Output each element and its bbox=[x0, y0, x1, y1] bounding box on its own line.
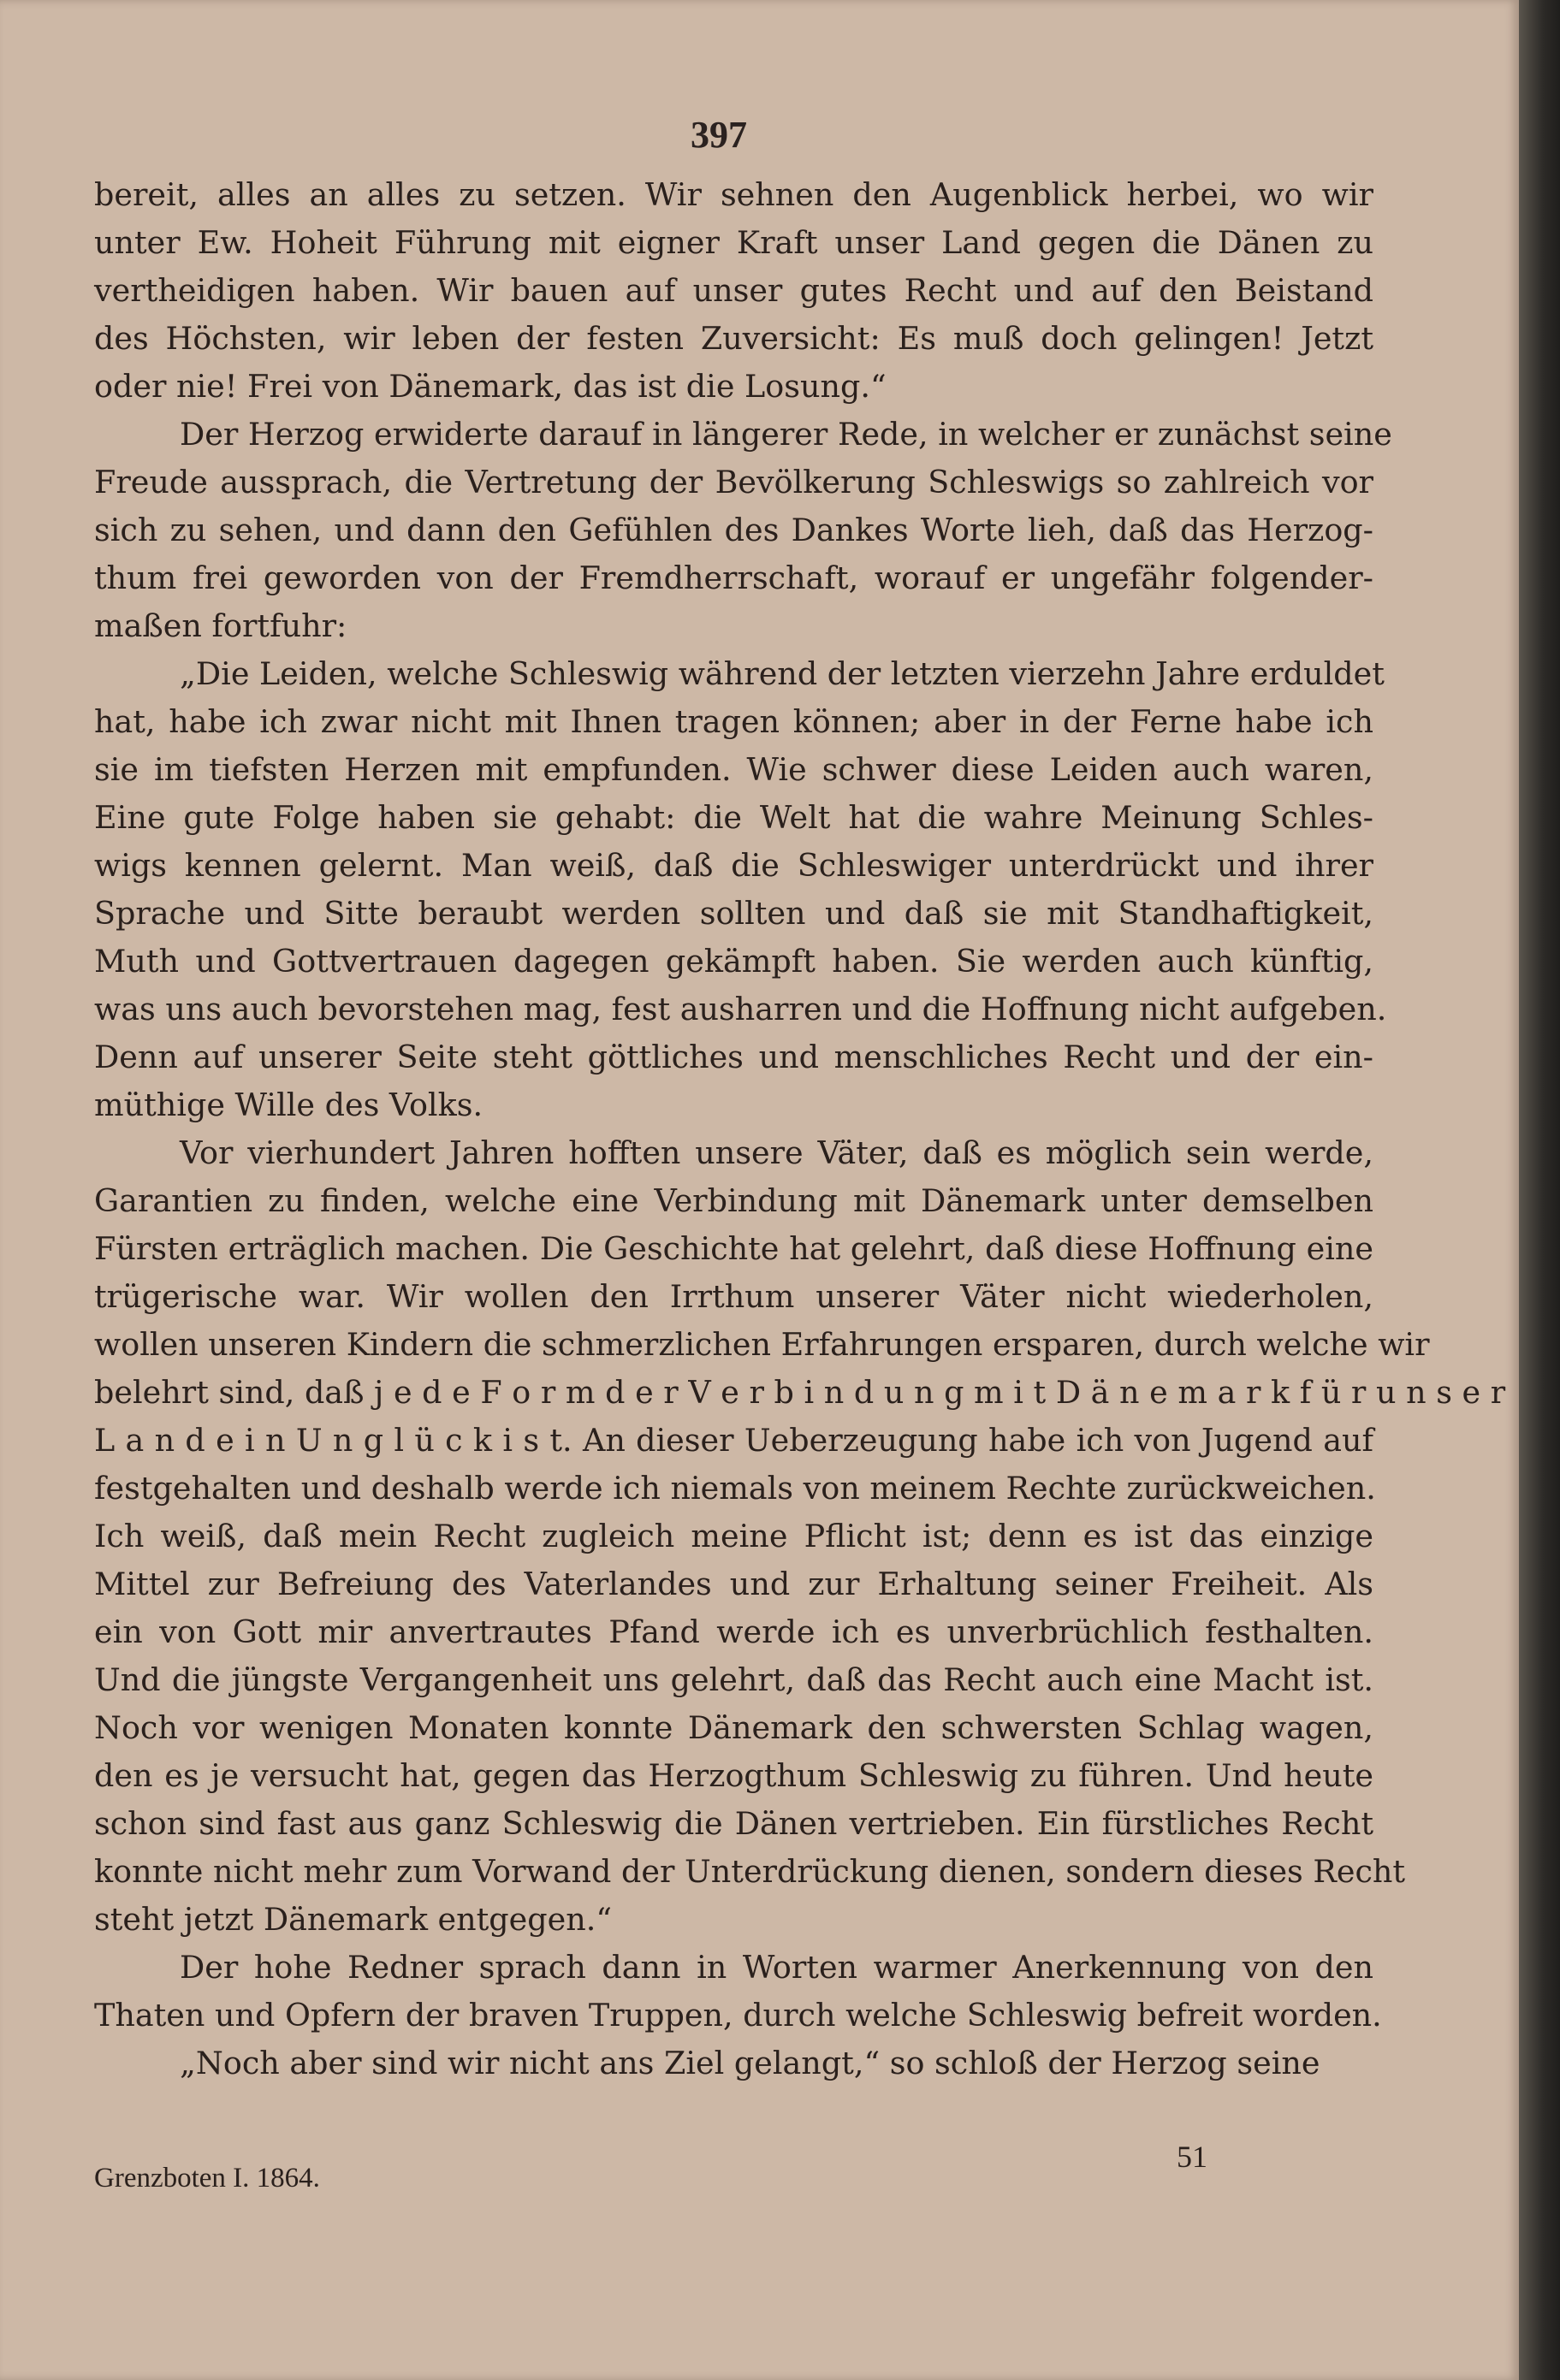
body-text bbox=[94, 171, 1506, 2087]
text-line: „Die Leiden, welche Schleswig während der letzten vierzehn Jahre erduldet bbox=[180, 655, 1385, 692]
text-line: oder nie! Frei von Dänemark, das ist die Losung.“ bbox=[94, 368, 887, 405]
paragraph bbox=[94, 1944, 1382, 2040]
text-line: Mittel zur Befreiung des Vaterlandes und zur Erhaltung seiner Freiheit. Als bbox=[94, 1566, 1373, 1602]
footer-signature-number: 51 bbox=[1177, 2140, 1207, 2174]
paragraph bbox=[94, 1129, 1506, 1944]
paragraph bbox=[94, 171, 1373, 411]
text-line: festgehalten und deshalb werde ich niemals von meinem Rechte zurückweichen. bbox=[94, 1470, 1376, 1507]
text-line: Muth und Gottvertrauen dagegen gekämpft haben. Sie werden auch künftig, bbox=[94, 943, 1373, 980]
text-line: Eine gute Folge haben sie gehabt: die Welt hat die wahre Meinung Schles- bbox=[94, 799, 1373, 836]
text-line: ein von Gott mir anvertrautes Pfand werde ich es unverbrüchlich festhalten. bbox=[94, 1613, 1373, 1650]
text-line: Vor vierhundert Jahren hofften unsere Väter, daß es möglich sein werde, bbox=[180, 1134, 1373, 1171]
text-line: maßen fortfuhr: bbox=[94, 607, 347, 644]
text-line: wollen unseren Kindern die schmerzlichen Erfahrungen ersparen, durch welche wir bbox=[94, 1326, 1430, 1363]
text-line: des Höchsten, wir leben der festen Zuversicht: Es muß doch gelingen! Jetzt bbox=[94, 320, 1373, 357]
text-line: Der Herzog erwiderte darauf in längerer Rede, in welcher er zunächst seine bbox=[180, 416, 1392, 453]
text-line: den es je versucht hat, gegen das Herzogthum Schleswig zu führen. Und heute bbox=[94, 1757, 1373, 1794]
text-line: L a n d e i n U n g l ü c k i s t. An dieser Ueberzeugung habe ich von Jugend auf bbox=[94, 1422, 1373, 1459]
text-line: vertheidigen haben. Wir bauen auf unser gutes Recht und auf den Beistand bbox=[94, 272, 1373, 309]
text-line: „Noch aber sind wir nicht ans Ziel gelangt,“ so schloß der Herzog seine bbox=[180, 2045, 1320, 2081]
text-line: Freude aussprach, die Vertretung der Bevölkerung Schleswigs so zahlreich vor bbox=[94, 464, 1373, 500]
text-line: Der hohe Redner sprach dann in Worten warmer Anerkennung von den bbox=[180, 1949, 1373, 1986]
paragraph bbox=[94, 2040, 1373, 2087]
text-line: steht jetzt Dänemark entgegen.“ bbox=[94, 1901, 613, 1938]
text-line: wigs kennen gelernt. Man weiß, daß die Schleswiger unterdrückt und ihrer bbox=[94, 847, 1373, 884]
text-line: Sprache und Sitte beraubt werden sollten und daß sie mit Standhaftigkeit, bbox=[94, 895, 1373, 932]
text-line: sie im tiefsten Herzen mit empfunden. Wie schwer diese Leiden auch waren, bbox=[94, 751, 1373, 788]
paragraph bbox=[94, 411, 1392, 650]
text-line: thum frei geworden von der Fremdherrschaft, worauf er ungefähr folgender- bbox=[94, 559, 1373, 596]
text-line: Thaten und Opfern der braven Truppen, durch welche Schleswig befreit worden. bbox=[94, 1997, 1382, 2034]
page-edge bbox=[1519, 0, 1560, 2380]
text-line: Und die jüngste Vergangenheit uns gelehrt, daß das Recht auch eine Macht ist. bbox=[94, 1661, 1373, 1698]
text-line: belehrt sind, daß j e d e F o r m d e r V e r b i n d u n g m i t D ä n e m a r k f ü r u n s e r bbox=[94, 1374, 1506, 1411]
text-line: sich zu sehen, und dann den Gefühlen des Dankes Worte lieh, daß das Herzog- bbox=[94, 512, 1373, 548]
text-line: Garantien zu finden, welche eine Verbindung mit Dänemark unter demselben bbox=[94, 1182, 1373, 1219]
text-line: Denn auf unserer Seite steht göttliches und menschliches Recht und der ein- bbox=[94, 1039, 1373, 1075]
text-line: Fürsten erträglich machen. Die Geschichte hat gelehrt, daß diese Hoffnung eine bbox=[94, 1230, 1373, 1267]
text-line: was uns auch bevorstehen mag, fest ausharren und die Hoffnung nicht aufgeben. bbox=[94, 991, 1387, 1027]
text-line: müthige Wille des Volks. bbox=[94, 1086, 483, 1123]
text-line: schon sind fast aus ganz Schleswig die Dänen vertrieben. Ein fürstliches Recht bbox=[94, 1805, 1373, 1842]
page-number: 397 bbox=[691, 114, 747, 156]
text-line: Ich weiß, daß mein Recht zugleich meine Pflicht ist; denn es ist das einzige bbox=[94, 1518, 1373, 1554]
footer-source: Grenzboten I. 1864. bbox=[94, 2163, 320, 2194]
text-line: trügerische war. Wir wollen den Irrthum unserer Väter nicht wiederholen, bbox=[94, 1278, 1373, 1315]
paragraph bbox=[94, 650, 1387, 1129]
text-line: konnte nicht mehr zum Vorwand der Unterdrückung dienen, sondern dieses Recht bbox=[94, 1853, 1406, 1890]
text-line: Noch vor wenigen Monaten konnte Dänemark den schwersten Schlag wagen, bbox=[94, 1709, 1373, 1746]
text-line: bereit, alles an alles zu setzen. Wir sehnen den Augenblick herbei, wo wir bbox=[94, 176, 1373, 213]
text-line: unter Ew. Hoheit Führung mit eigner Kraft unser Land gegen die Dänen zu bbox=[94, 224, 1373, 261]
text-line: hat, habe ich zwar nicht mit Ihnen tragen können; aber in der Ferne habe ich bbox=[94, 703, 1373, 740]
